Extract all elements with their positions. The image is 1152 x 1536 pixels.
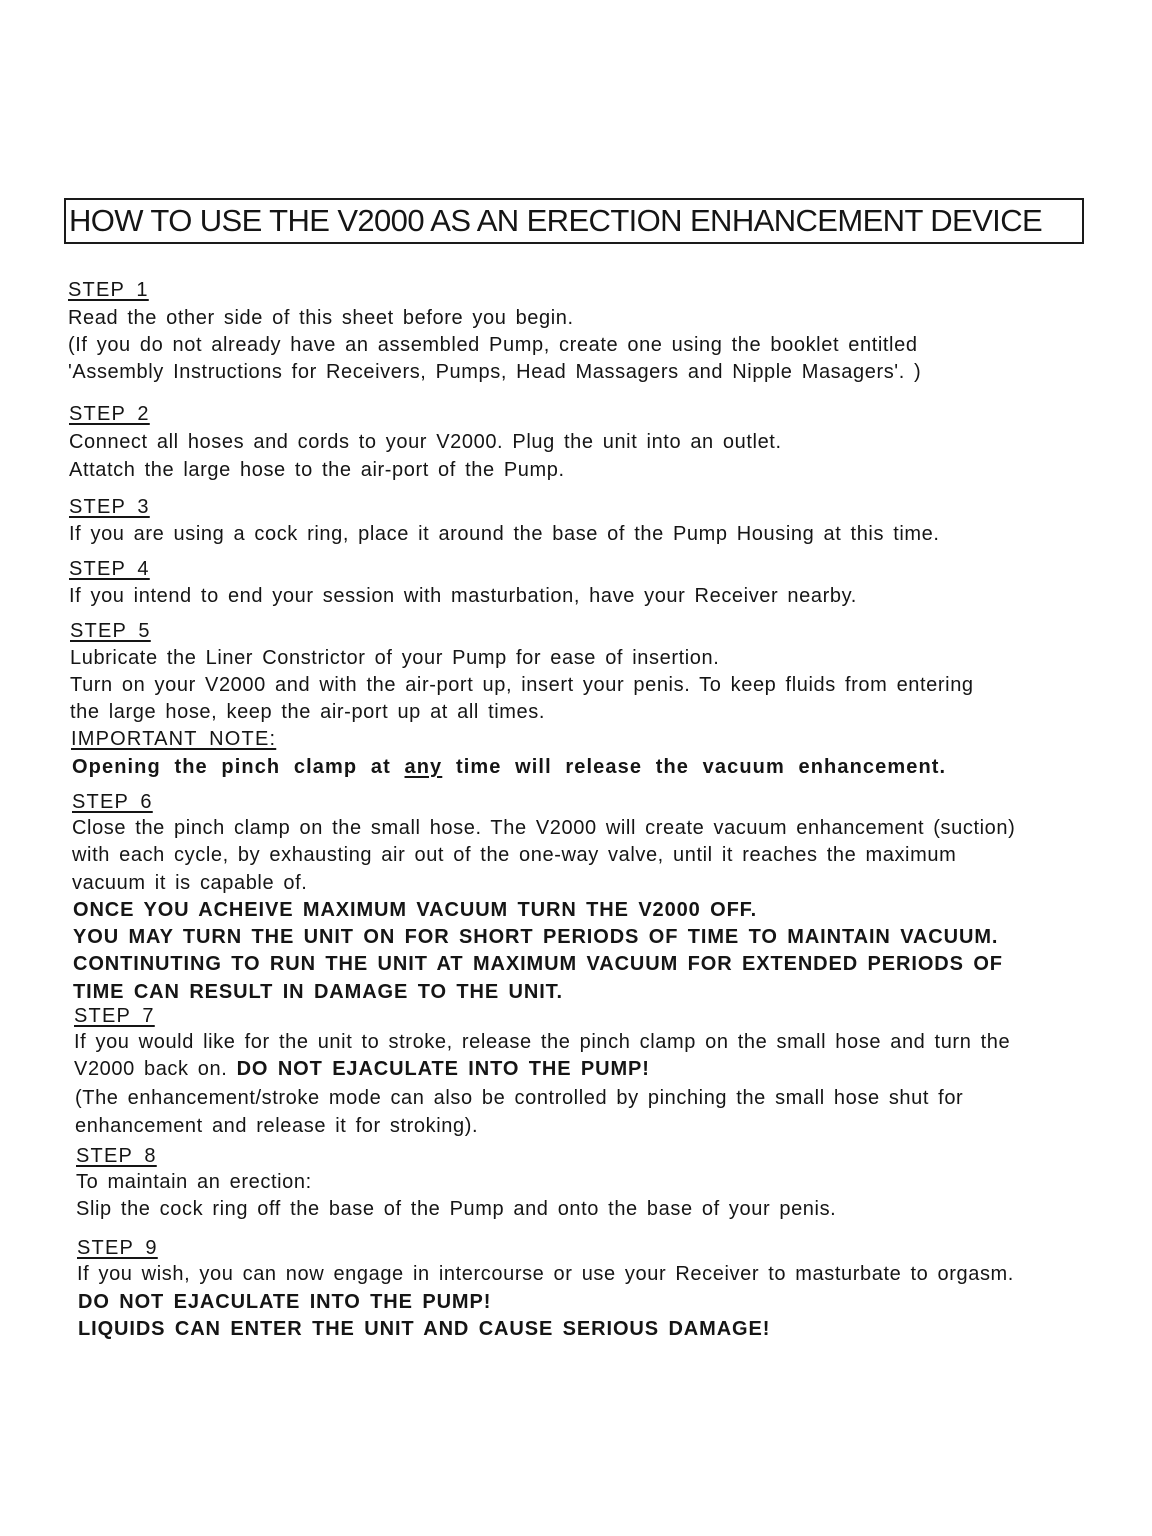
step-6-line-2: with each cycle, by exhausting air out of the one-way valve, until it reaches the maximum: [72, 844, 957, 866]
step-8-line-2: Slip the cock ring off the base of the Pump and onto the base of your penis.: [76, 1198, 837, 1220]
step-1-line-1: Read the other side of this sheet before you begin.: [68, 307, 574, 329]
step-6-warning-2: YOU MAY TURN THE UNIT ON FOR SHORT PERIODS OF TIME TO MAINTAIN VACUUM.: [73, 926, 999, 948]
step-9-line-1: If you wish, you can now engage in intercourse or use your Receiver to masturbate to orgasm.: [77, 1263, 1014, 1285]
step-9-warning-2: LIQUIDS CAN ENTER THE UNIT AND CAUSE SERIOUS DAMAGE!: [78, 1318, 771, 1340]
step-7-line-2-text: V2000 back on.: [74, 1058, 237, 1080]
step-4-heading: STEP 4: [69, 558, 150, 580]
step-5-line-1: Lubricate the Liner Constrictor of your Pump for ease of insertion.: [70, 647, 720, 669]
step-5-heading: STEP 5: [70, 620, 151, 642]
step-1-heading: STEP 1: [68, 279, 149, 301]
step-6-line-1: Close the pinch clamp on the small hose. The V2000 will create vacuum enhancement (suction): [72, 817, 1016, 839]
page-title: HOW TO USE THE V2000 AS AN ERECTION ENHANCEMENT DEVICE: [64, 198, 1084, 244]
step-7-line-4: enhancement and release it for stroking).: [75, 1115, 479, 1137]
step-7-line-3: (The enhancement/stroke mode can also be controlled by pinching the small hose shut for: [75, 1087, 964, 1109]
step-5-line-3: the large hose, keep the air-port up at all times.: [70, 701, 546, 723]
step-9-warning-1: DO NOT EJACULATE INTO THE PUMP!: [78, 1291, 492, 1313]
important-note-text-start: Opening the pinch clamp at: [72, 756, 405, 778]
step-6-line-3: vacuum it is capable of.: [72, 872, 308, 894]
step-2-heading: STEP 2: [69, 403, 150, 425]
important-note-heading: IMPORTANT NOTE:: [71, 728, 277, 750]
step-8-line-1: To maintain an erection:: [76, 1171, 312, 1193]
important-note-text: [72, 755, 946, 779]
step-8-heading: STEP 8: [76, 1145, 157, 1167]
step-9-heading: STEP 9: [77, 1237, 158, 1259]
step-5-line-2: Turn on your V2000 and with the air-port up, insert your penis. To keep fluids from entering: [70, 674, 974, 696]
step-6-heading: STEP 6: [72, 791, 153, 813]
step-3-heading: STEP 3: [69, 496, 150, 518]
step-7-line-1: If you would like for the unit to stroke, release the pinch clamp on the small hose and turn the: [74, 1031, 1011, 1053]
step-7-warning: DO NOT EJACULATE INTO THE PUMP!: [236, 1058, 650, 1080]
step-1-line-2: (If you do not already have an assembled Pump, create one using the booklet entitled: [68, 334, 918, 356]
step-2-line-1: Connect all hoses and cords to your V2000. Plug the unit into an outlet.: [69, 431, 782, 453]
important-note-emphasis: any: [404, 756, 443, 778]
step-4-line-1: If you intend to end your session with masturbation, have your Receiver nearby.: [69, 585, 857, 607]
important-note-text-end: time will release the vacuum enhancement.: [442, 756, 947, 778]
step-3-line-1: If you are using a cock ring, place it around the base of the Pump Housing at this time.: [69, 523, 940, 545]
step-2-line-2: Attatch the large hose to the air-port of the Pump.: [69, 459, 565, 481]
step-1-line-3: 'Assembly Instructions for Receivers, Pumps, Head Massagers and Nipple Masagers'. ): [68, 361, 922, 383]
step-6-warning-1: ONCE YOU ACHEIVE MAXIMUM VACUUM TURN THE V2000 OFF.: [73, 899, 758, 921]
step-6-warning-3: CONTINUTING TO RUN THE UNIT AT MAXIMUM VACUUM FOR EXTENDED PERIODS OF: [73, 953, 1003, 975]
step-7-heading: STEP 7: [74, 1005, 155, 1027]
step-6-warning-4: TIME CAN RESULT IN DAMAGE TO THE UNIT.: [73, 981, 564, 1003]
step-7-line-2: [74, 1057, 650, 1081]
